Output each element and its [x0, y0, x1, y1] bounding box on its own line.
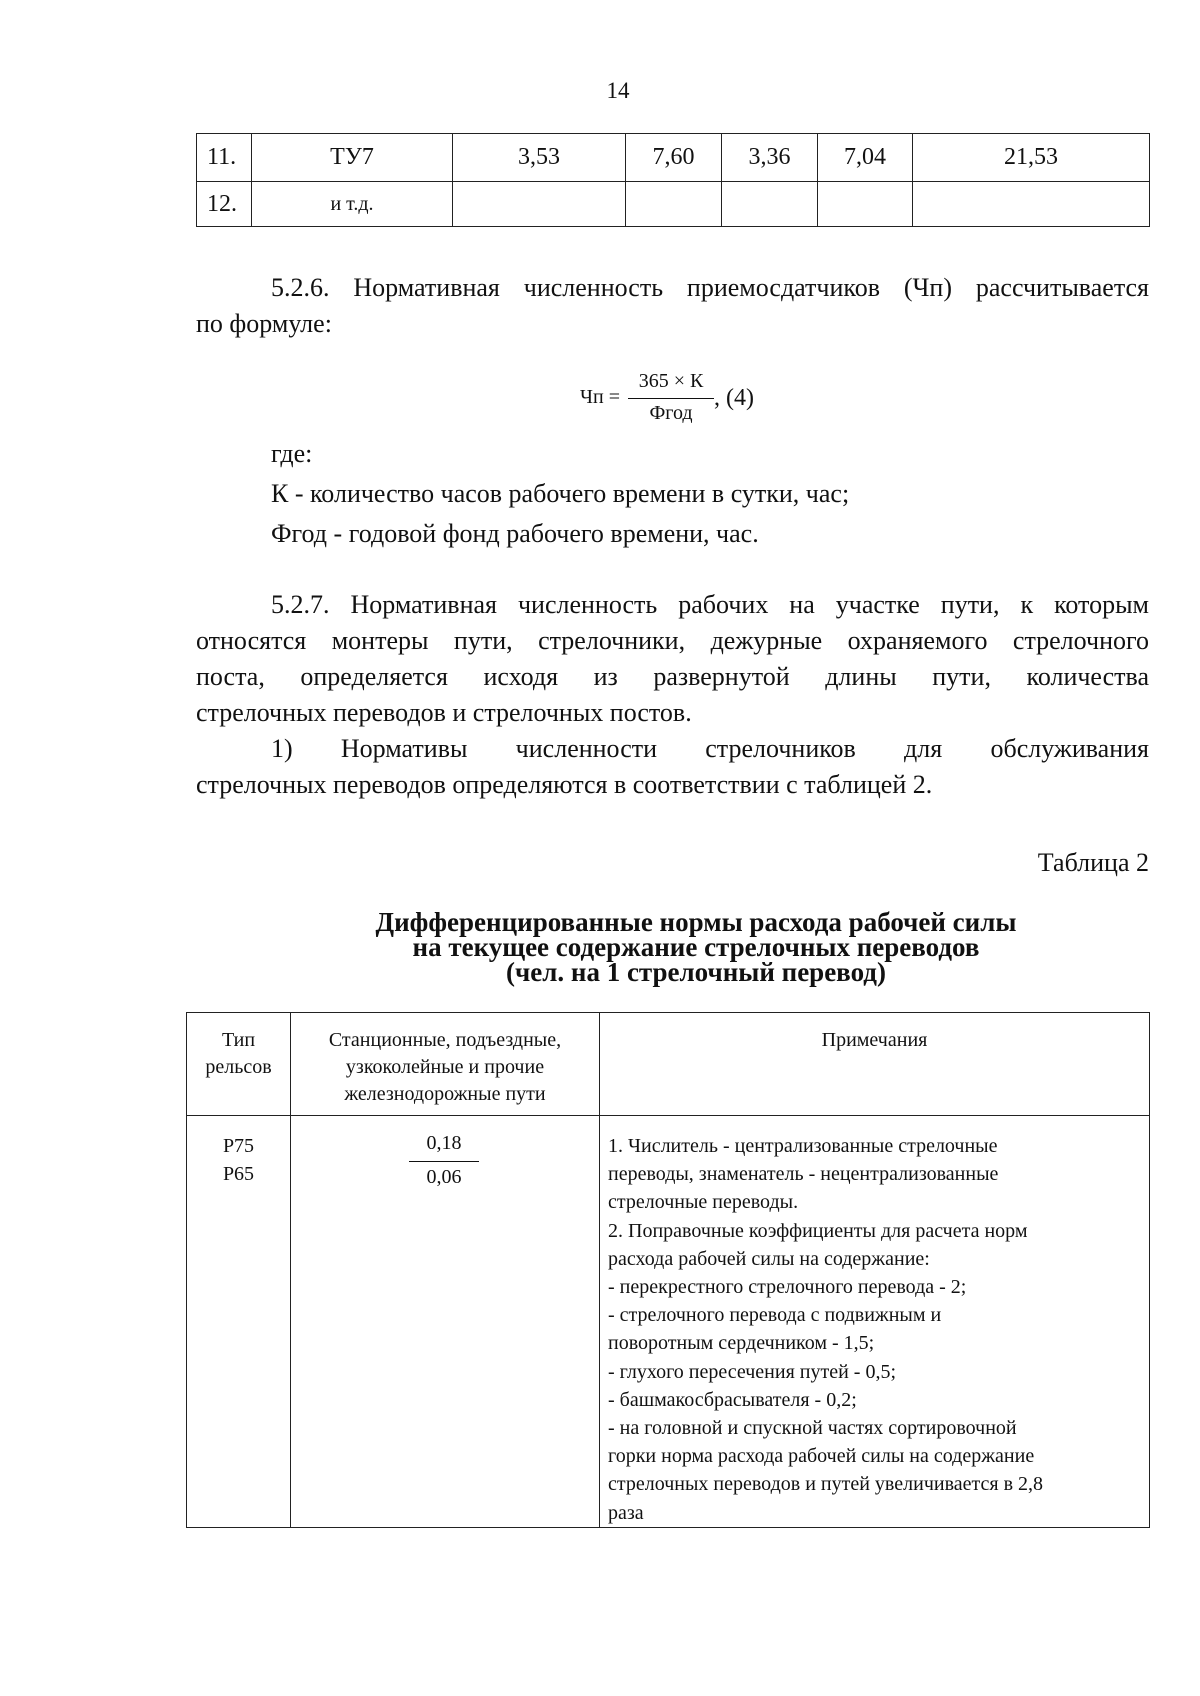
note-line: - стрелочного перевода с подвижным и [608, 1304, 942, 1327]
note-line: стрелочных переводов и путей увеличивается в 2,8 [608, 1473, 1044, 1496]
rail-types-cell [187, 1116, 291, 1528]
note-line: переводы, знаменатель - нецентрализованные [608, 1163, 999, 1186]
row-type: ТУ7 [252, 134, 453, 182]
row-value [453, 182, 626, 227]
table-caption-label: Таблица 2 [1037, 848, 1149, 877]
paragraph-line: 1) Нормативы численности стрелочников для обслуживания [271, 734, 1149, 763]
paragraph-line: 5.2.6. Нормативная численность приемосдатчиков (Чп) рассчитывается [271, 273, 1149, 302]
note-line: горки норма расхода рабочей силы на содержание [608, 1445, 1035, 1468]
note-line: поворотным сердечником - 1,5; [608, 1332, 875, 1355]
table-title-line: на текущее содержание стрелочных переводов [412, 932, 980, 962]
table-row [187, 1116, 1150, 1528]
formula-number: , (4) [714, 385, 754, 411]
note-line: - башмакосбрасывателя - 0,2; [608, 1388, 857, 1411]
row-value [722, 182, 818, 227]
note-line: - на головной и спускной частях сортировочной [608, 1417, 1017, 1440]
formula-denominator: Фгод [649, 402, 693, 424]
header-line: железнодорожные пути [344, 1083, 546, 1105]
header-line: Примечания [821, 1029, 928, 1051]
paragraph-5-2-7 [196, 587, 1149, 803]
row-number: 12. [197, 182, 252, 227]
note-line: раза [608, 1501, 644, 1524]
paragraph-line: 5.2.7. Нормативная численность рабочих на участке пути, к которым [271, 590, 1149, 619]
paragraph-line: относятся монтеры пути, стрелочники, дежурные охраняемого стрелочного [196, 626, 1149, 655]
paragraph-line: поста, определяется исходя из развернутой длины пути, количества [196, 662, 1149, 691]
rail-type: Р65 [222, 1163, 255, 1185]
norm-numerator: 0,18 [426, 1132, 462, 1154]
norms-table [186, 1012, 1150, 1528]
row-value: 3,53 [453, 134, 626, 182]
note-line: - глухого пересечения путей - 0,5; [608, 1360, 897, 1383]
paragraph-line: стрелочных переводов и стрелочных постов. [196, 698, 692, 727]
norm-denominator: 0,06 [426, 1166, 462, 1188]
formula-4 [580, 370, 780, 430]
legend-item: К - количество часов рабочего времени в сутки, час; [271, 479, 850, 508]
row-total: 21,53 [913, 134, 1150, 182]
column-header-rail-type [187, 1013, 291, 1116]
formula-legend [196, 436, 1149, 552]
row-type: и т.д. [252, 182, 453, 227]
row-value: 7,60 [626, 134, 722, 182]
paragraph-line: по формуле: [196, 309, 332, 338]
note-line: - перекрестного стрелочного перевода - 2; [608, 1276, 967, 1299]
note-line: 2. Поправочные коэффициенты для расчета норм [608, 1219, 1028, 1242]
row-value: 7,04 [818, 134, 913, 182]
legend-label: где: [271, 439, 313, 468]
note-line: расхода рабочей силы на содержание: [608, 1247, 930, 1270]
table-title-line: (чел. на 1 стрелочный перевод) [506, 957, 886, 987]
note-line: 1. Числитель - централизованные стрелочные [608, 1135, 998, 1157]
table-row [197, 182, 1150, 227]
header-line: Станционные, подъездные, [328, 1029, 562, 1051]
notes-cell [600, 1116, 1150, 1528]
header-line: узкоколейные и прочие [345, 1056, 545, 1078]
header-line: рельсов [205, 1056, 272, 1078]
column-header-notes [600, 1013, 1150, 1116]
row-number: 11. [197, 134, 252, 182]
formula-numerator: 365 × К [638, 370, 704, 392]
fraction-bar [628, 398, 714, 399]
row-value: 3,36 [722, 134, 818, 182]
note-line: стрелочные переводы. [608, 1191, 799, 1214]
header-line: Тип [221, 1029, 256, 1051]
fraction-bar [409, 1161, 479, 1162]
norm-value-cell [291, 1116, 600, 1528]
column-header-tracks [291, 1013, 600, 1116]
rail-type: Р75 [222, 1135, 255, 1157]
legend-item: Фгод - годовой фонд рабочего времени, час. [271, 519, 759, 548]
table-title [196, 907, 1196, 987]
continuation-table [196, 133, 1150, 227]
row-value [818, 182, 913, 227]
paragraph-line: стрелочных переводов определяются в соответствии с таблицей 2. [196, 770, 933, 799]
table-row [197, 134, 1150, 182]
page-number: 14 [606, 78, 630, 103]
row-total [913, 182, 1150, 227]
paragraph-5-2-6 [196, 270, 1149, 342]
row-value [626, 182, 722, 227]
formula-lhs: Чп = [580, 386, 620, 408]
table-title-line: Дифференцированные нормы расхода рабочей силы [375, 907, 1017, 937]
table-header-row [187, 1013, 1150, 1116]
